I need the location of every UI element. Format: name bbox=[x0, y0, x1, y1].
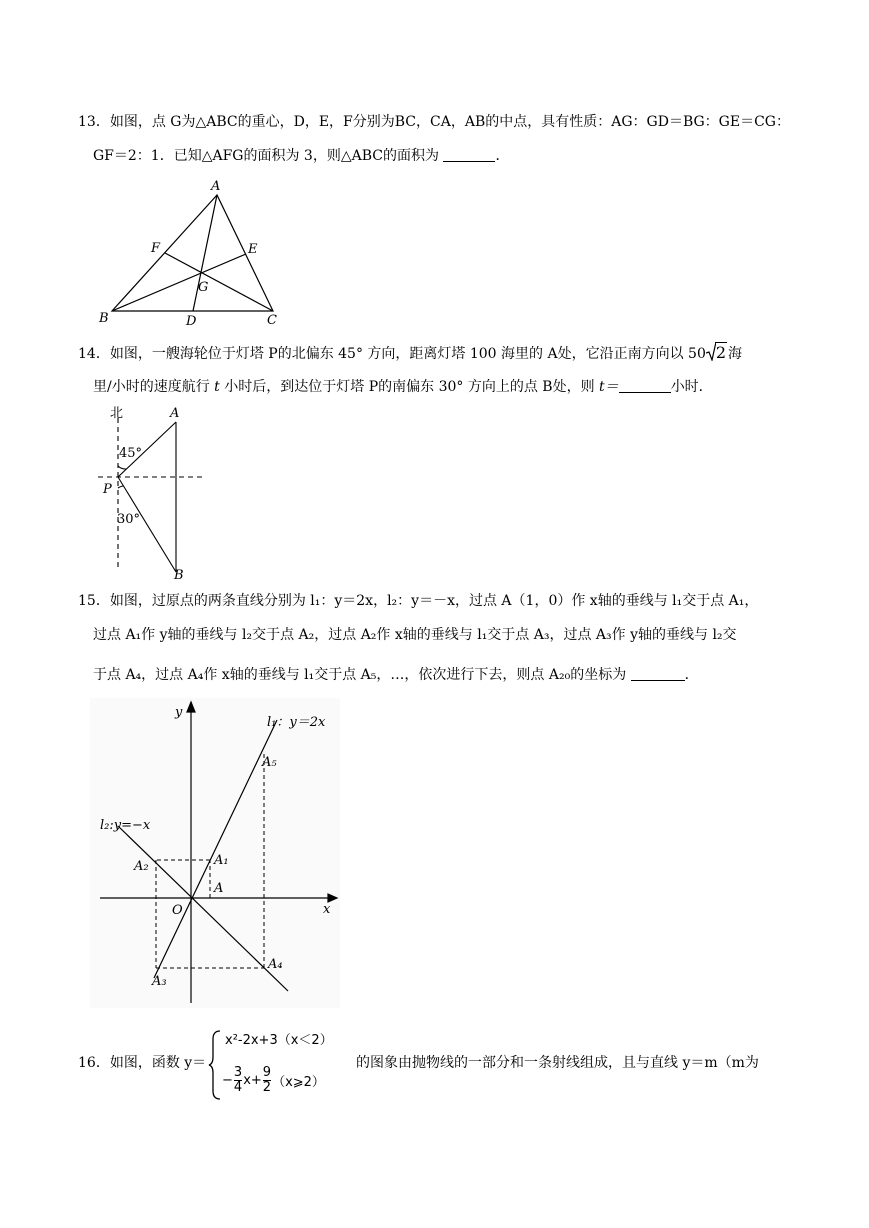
q13-period: ． bbox=[495, 148, 510, 164]
label-b: B bbox=[174, 568, 184, 583]
median-be bbox=[112, 254, 246, 311]
q14-text-1a: 如图，一艘海轮位于灯塔 P的北偏东 45° 方向，距离灯塔 100 海里的 A处，它沿正南方向以 50 bbox=[109, 346, 706, 362]
label-a4: A₄ bbox=[268, 957, 283, 972]
q16-prefix: 如图，函数 y＝ bbox=[109, 1055, 207, 1071]
q15-text-3: 于点 A₄，过点 A₄作 x轴的垂线与 l₁交于点 A₅，…，依次进行下去，则点 A₂₀的坐标为 bbox=[93, 667, 627, 683]
piecewise-brace bbox=[208, 1029, 222, 1101]
label-y: y bbox=[175, 705, 183, 720]
q14-text-2end: 小时． bbox=[670, 379, 713, 395]
q16-number: 16． bbox=[78, 1055, 110, 1071]
q14-var-t: t bbox=[214, 379, 220, 395]
label-l2: l₂:y=−x bbox=[100, 818, 151, 833]
q15-number: 15． bbox=[78, 593, 110, 609]
label-a2: A₂ bbox=[134, 859, 149, 874]
label-x: x bbox=[323, 902, 331, 917]
sqrt-symbol bbox=[706, 343, 727, 364]
label-a3: A₃ bbox=[152, 974, 167, 989]
label-a5: A₅ bbox=[262, 755, 277, 770]
q13-text-1: 如图，点 G为△ABC的重心，D，E，F分别为BC，CA，AB的中点，具有性质：AG：GD＝BG：GE＝CG： bbox=[109, 114, 790, 130]
piecewise-case2: − $\frac{3}{4}$ x+ $\frac{9}{2}$ （x⩾2） bbox=[222, 1065, 325, 1095]
arc-30 bbox=[118, 486, 124, 488]
piecewise-case1: x²-2x+3（x＜2） bbox=[225, 1033, 333, 1048]
label-c: C bbox=[267, 313, 277, 328]
label-a1: A₁ bbox=[214, 853, 229, 868]
q14-line2 bbox=[93, 377, 713, 397]
label-a: A bbox=[170, 406, 180, 421]
q16-suffix: 的图象由抛物线的一部分和一条射线组成，且与直线 y＝m（m为 bbox=[356, 1055, 759, 1071]
q15-text-2: 过点 A₁作 y轴的垂线与 l₂交于点 A₂，过点 A₂作 x轴的垂线与 l₁交于点 A₃，过点 A₃作 y轴的垂线与 l₂交 bbox=[93, 627, 737, 643]
q14-line1 bbox=[78, 343, 742, 364]
q15-answer-blank[interactable] bbox=[631, 666, 685, 681]
q14-lighthouse-figure bbox=[90, 400, 220, 585]
label-o: O bbox=[172, 903, 183, 918]
label-b: B bbox=[99, 311, 109, 326]
fraction-9-2: $\frac{9}{2}$ bbox=[262, 1065, 272, 1095]
angle-45-label: 45° bbox=[119, 446, 143, 461]
arc-45 bbox=[118, 466, 126, 469]
q14-text-2a: 里/小时的速度航行 bbox=[93, 379, 210, 395]
label-g: G bbox=[198, 280, 209, 295]
q14-number: 14． bbox=[78, 346, 110, 362]
q15-coordinate-figure bbox=[90, 698, 340, 1008]
q15-line2 bbox=[93, 625, 737, 645]
q13-answer-blank[interactable] bbox=[443, 147, 495, 162]
label-e: E bbox=[248, 242, 258, 257]
q15-text-1: 如图，过原点的两条直线分别为 l₁：y＝2x，l₂：y＝－x，过点 A（1，0）作 x轴的垂线与 l₁交于点 A₁， bbox=[109, 593, 759, 609]
label-f: F bbox=[151, 241, 161, 256]
q15-text-3end: ． bbox=[684, 667, 699, 683]
q14-text-1b: 海 bbox=[728, 346, 743, 362]
q15-line1 bbox=[78, 591, 758, 611]
q13-line1 bbox=[78, 112, 790, 132]
q16-line1-prefix bbox=[78, 1053, 206, 1073]
angle-30-label: 30° bbox=[117, 512, 141, 527]
label-l1: l₁：y＝2x bbox=[267, 715, 326, 730]
q16-line1-suffix bbox=[356, 1053, 759, 1073]
q14-text-2c: t＝ bbox=[599, 379, 619, 395]
label-a: A bbox=[214, 881, 224, 896]
q14-text-2b: 小时后，到达位于灯塔 P的南偏东 30° 方向上的点 B处，则 bbox=[224, 379, 595, 395]
q13-number: 13． bbox=[78, 114, 110, 130]
fraction-3-4: $\frac{3}{4}$ bbox=[233, 1065, 243, 1095]
q13-text-2: GF＝2：1．已知△AFG的面积为 3，则△ABC的面积为 bbox=[93, 148, 439, 164]
q14-answer-blank[interactable] bbox=[619, 378, 671, 393]
q13-triangle-figure bbox=[90, 175, 290, 330]
label-north: 北 bbox=[110, 406, 124, 421]
sqrt-value: 2 bbox=[715, 343, 727, 362]
q13-line2 bbox=[93, 146, 509, 166]
label-d: D bbox=[186, 314, 197, 329]
label-p: P bbox=[103, 482, 112, 497]
q15-line3 bbox=[93, 665, 699, 685]
label-a: A bbox=[211, 179, 221, 194]
